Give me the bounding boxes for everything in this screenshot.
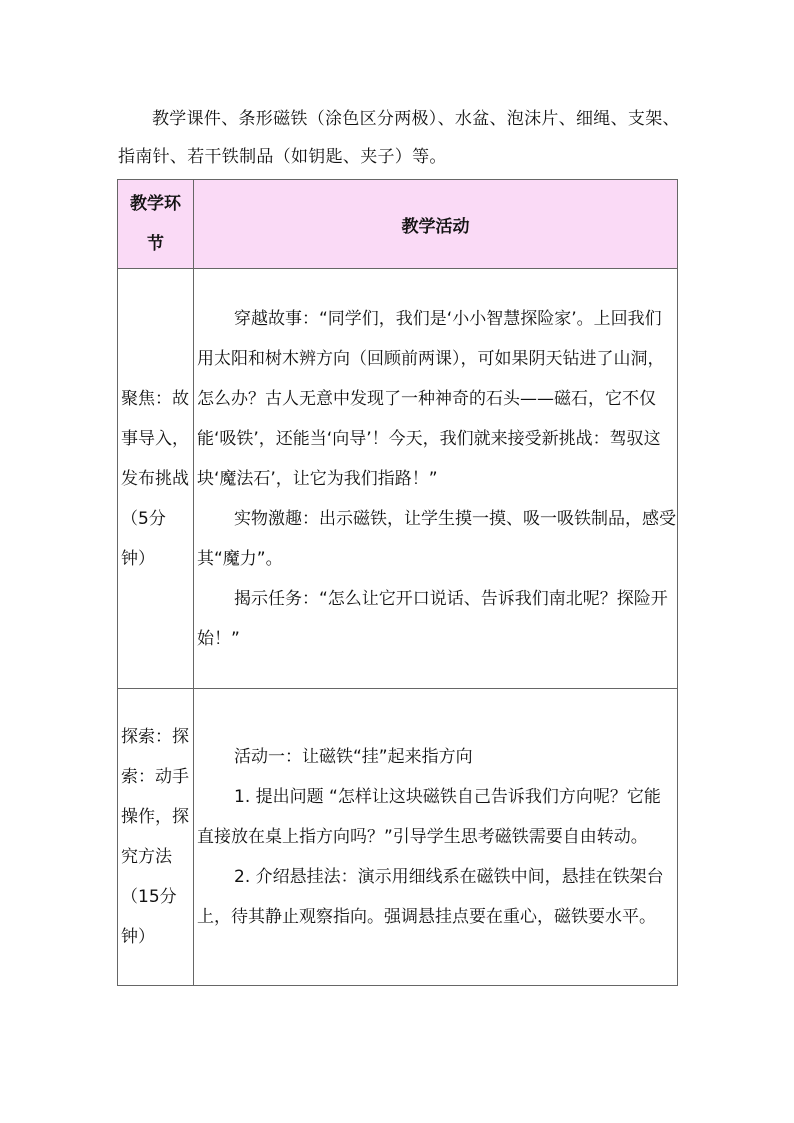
stage-cell xyxy=(118,689,194,986)
stage-label: 聚焦：故事导入，发布挑战（5分钟） xyxy=(121,388,189,569)
header-activity-cell xyxy=(194,180,678,269)
stage-cell xyxy=(118,269,194,689)
table-row xyxy=(118,689,678,986)
table-header-row xyxy=(118,180,678,269)
activity-paragraph: 活动一：让磁铁“挂”起来指方向 xyxy=(234,747,473,767)
activity-paragraph: 揭示任务：“怎么让它开口说话、告诉我们南北呢？探险开始！” xyxy=(197,588,668,649)
header-stage-cell xyxy=(118,180,194,269)
activity-paragraph: 穿越故事：“同学们，我们是‘小小智慧探险家’。上回我们用太阳和树木辨方向（回顾前两课），可如果阴天钻进了山洞，怎么办？古人无意中发现了一种神奇的石头——磁石，它不仅能‘吸铁’，还能当‘向导’！今天，我们就来接受新挑战：驾驭这块‘魔法石’，让它为我们指路！” xyxy=(197,308,665,489)
activity-paragraph: 实物激趣：出示磁铁，让学生摸一摸、吸一吸铁制品，感受其“魔力”。 xyxy=(197,508,676,569)
table-row xyxy=(118,269,678,689)
stage-label: 探索：探索：动手操作，探究方法（15分钟） xyxy=(121,727,189,947)
activity-paragraph: 1. 提出问题 “怎样让这块磁铁自己告诉我们方向呢？它能直接放在桌上指方向吗？”引导学生思考磁铁需要自由转动。 xyxy=(197,787,661,847)
activity-paragraph: 2. 介绍悬挂法：演示用细线系在磁铁中间，悬挂在铁架台上，待其静止观察指向。强调悬挂点要在重心，磁铁要水平。 xyxy=(197,867,664,927)
header-stage-label: 教学环节 xyxy=(130,194,181,254)
intro-paragraph: 教学课件、条形磁铁（涂色区分两极）、水盆、泡沫片、细绳、支架、指南针、若干铁制品（如钥匙、夹子）等。 xyxy=(118,109,680,167)
activity-cell xyxy=(194,689,678,986)
lesson-plan-table xyxy=(117,179,678,986)
activity-cell xyxy=(194,269,678,689)
header-activity-label: 教学活动 xyxy=(401,216,470,237)
